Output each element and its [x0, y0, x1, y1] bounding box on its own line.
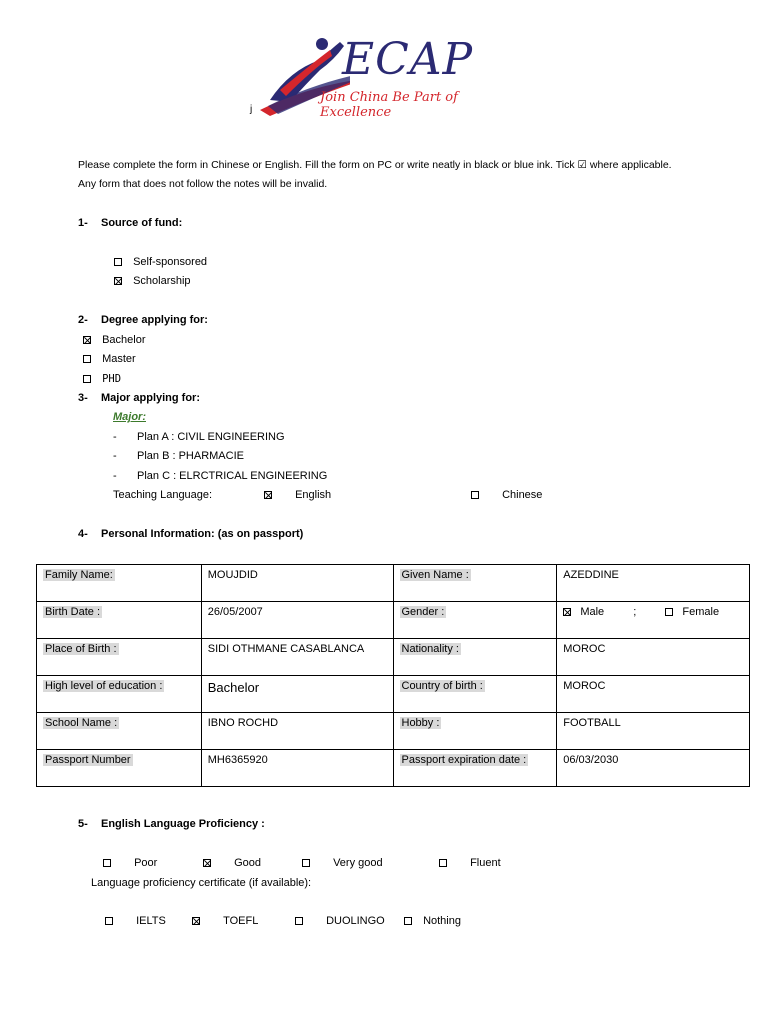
value-cell[interactable]: MH6365920 [201, 750, 393, 787]
option-label: Very good [333, 857, 383, 869]
checkbox-self-sponsored[interactable] [114, 258, 122, 266]
ecap-logo [250, 30, 530, 120]
option-very-good[interactable] [302, 857, 383, 869]
option-label: TOEFL [223, 915, 259, 927]
value-cell[interactable]: 06/03/2030 [557, 750, 750, 787]
label-cell [37, 565, 202, 602]
personal-info-table [36, 564, 750, 787]
checkbox-very-good[interactable] [302, 859, 310, 867]
option-label: DUOLINGO [326, 915, 385, 927]
checkbox-phd[interactable] [83, 375, 91, 383]
option-nothing[interactable] [404, 915, 461, 927]
checkbox-english[interactable] [264, 491, 272, 499]
given-name-label: Given Name : [401, 569, 469, 581]
plan-a: Plan A : CIVIL ENGINEERING [137, 431, 285, 443]
option-english[interactable] [264, 489, 331, 501]
birth-date-label: Birth Date : [45, 606, 101, 618]
table-row [37, 676, 750, 713]
option-label: PHD [102, 373, 122, 385]
checkbox-duolingo[interactable] [295, 917, 303, 925]
table-row [37, 639, 750, 676]
option-label: Bachelor [102, 334, 146, 346]
checkbox-bachelor[interactable] [83, 336, 91, 344]
label-cell [393, 676, 557, 713]
value-cell[interactable]: SIDI OTHMANE CASABLANCA [201, 639, 393, 676]
checkbox-male[interactable] [563, 608, 571, 616]
label-cell [393, 602, 557, 639]
option-label: IELTS [136, 915, 166, 927]
checkbox-chinese[interactable] [471, 491, 479, 499]
option-chinese[interactable] [471, 489, 542, 501]
value-cell[interactable]: AZEDDINE [557, 565, 750, 602]
value-cell[interactable]: FOOTBALL [557, 713, 750, 750]
option-bachelor[interactable] [83, 334, 145, 346]
checkbox-master[interactable] [83, 355, 91, 363]
value-cell[interactable]: MOROC [557, 676, 750, 713]
section-1-title: Source of fund: [101, 217, 183, 229]
option-ielts[interactable] [105, 915, 166, 927]
option-label: Good [234, 857, 261, 869]
option-master[interactable] [83, 353, 136, 365]
section-4-title: Personal Information: (as on passport) [101, 528, 304, 540]
table-row [37, 565, 750, 602]
passport-number-label: Passport Number [45, 754, 131, 766]
option-good[interactable] [203, 857, 261, 869]
option-scholarship[interactable] [114, 275, 191, 287]
option-label: Scholarship [133, 275, 191, 287]
section-4-number: 4- [78, 528, 88, 540]
checkbox-ielts[interactable] [105, 917, 113, 925]
female-label: Female [682, 606, 720, 618]
option-phd[interactable] [83, 373, 121, 385]
checkbox-scholarship[interactable] [114, 277, 122, 285]
male-label: Male [580, 606, 605, 618]
country-of-birth-label: Country of birth : [401, 680, 483, 692]
checkbox-good[interactable] [203, 859, 211, 867]
hobby-label: Hobby : [401, 717, 440, 729]
option-fluent[interactable] [439, 857, 501, 869]
value-cell[interactable]: IBNO ROCHD [201, 713, 393, 750]
option-toefl[interactable] [192, 915, 258, 927]
table-row [37, 750, 750, 787]
option-label: Nothing [423, 915, 461, 927]
major-label: Major: [113, 411, 146, 423]
value-cell[interactable]: MOROC [557, 639, 750, 676]
label-cell [393, 713, 557, 750]
label-cell [37, 639, 202, 676]
option-label: Self-sponsored [133, 256, 208, 268]
label-cell [393, 750, 557, 787]
intro-line-1: Please complete the form in Chinese or English. Fill the form on PC or write neatly in black or blue ink. Tick ☑ where applicable. [78, 159, 672, 171]
option-label: Master [102, 353, 136, 365]
section-1-number: 1- [78, 217, 88, 229]
checkbox-toefl[interactable] [192, 917, 200, 925]
gender-cell [557, 602, 750, 639]
gender-label: Gender : [401, 606, 445, 618]
label-cell [37, 602, 202, 639]
section-2-title: Degree applying for: [101, 314, 208, 326]
label-cell [37, 713, 202, 750]
checkbox-nothing[interactable] [404, 917, 412, 925]
teaching-language-label: Teaching Language: [113, 489, 213, 501]
checkbox-female[interactable] [665, 608, 673, 616]
education-label: High level of education : [45, 680, 163, 692]
option-label: English [295, 489, 332, 501]
value-cell[interactable]: Bachelor [201, 676, 393, 713]
plan-b-dash: - [113, 450, 117, 462]
logo-tagline: Join China Be Part of Excellence [320, 90, 458, 120]
place-of-birth-label: Place of Birth : [45, 643, 117, 655]
section-5-number: 5- [78, 818, 88, 830]
checkbox-poor[interactable] [103, 859, 111, 867]
section-5-title: English Language Proficiency : [101, 818, 265, 830]
section-3-number: 3- [78, 392, 88, 404]
option-label: Chinese [502, 489, 543, 501]
school-name-label: School Name : [45, 717, 118, 729]
plan-a-dash: - [113, 431, 117, 443]
option-duolingo[interactable] [295, 915, 385, 927]
label-cell [37, 676, 202, 713]
label-cell [37, 750, 202, 787]
table-row [37, 713, 750, 750]
option-poor[interactable] [103, 857, 157, 869]
intro-line-2: Any form that does not follow the notes will be invalid. [78, 178, 328, 190]
stray-character: j [250, 104, 253, 115]
value-cell[interactable]: MOUJDID [201, 565, 393, 602]
passport-expiration-label: Passport expiration date : [401, 754, 527, 766]
option-label: Fluent [470, 857, 501, 869]
section-2-number: 2- [78, 314, 88, 326]
family-name-label: Family Name: [45, 569, 113, 581]
option-self-sponsored[interactable] [114, 256, 207, 268]
plan-b: Plan B : PHARMACIE [137, 450, 244, 462]
nationality-label: Nationality : [401, 643, 459, 655]
checkbox-fluent[interactable] [439, 859, 447, 867]
plan-c: Plan C : ELRCTRICAL ENGINEERING [137, 470, 328, 482]
plan-c-dash: - [113, 470, 117, 482]
label-cell [393, 565, 557, 602]
value-cell[interactable]: 26/05/2007 [201, 602, 393, 639]
logo-name: ECAP [342, 34, 474, 85]
gender-separator: ; [633, 606, 637, 618]
label-cell [393, 639, 557, 676]
table-row [37, 602, 750, 639]
section-3-title: Major applying for: [101, 392, 200, 404]
option-label: Poor [134, 857, 158, 869]
certificate-label: Language proficiency certificate (if available): [91, 877, 312, 889]
